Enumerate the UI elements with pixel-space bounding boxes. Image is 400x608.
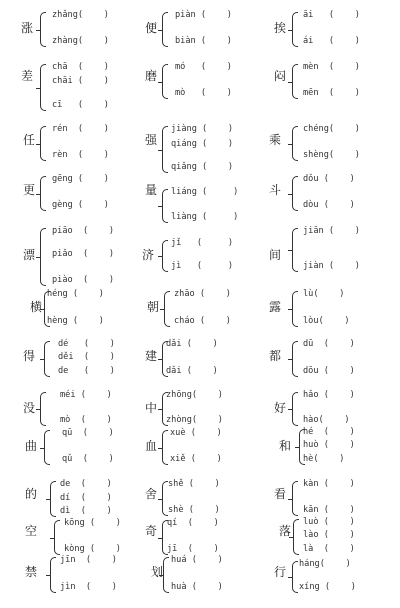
pinyin-blank[interactable]: dí ( ) — [60, 493, 112, 503]
pinyin-blank[interactable]: cháo ( ) — [174, 316, 231, 326]
pinyin-blank[interactable]: shè ( ) — [168, 505, 220, 515]
pinyin-blank[interactable]: huò ( ) — [303, 440, 355, 450]
brace-mark — [292, 64, 298, 99]
hanzi-char: 奇 — [145, 524, 158, 538]
brace-mark — [292, 176, 298, 211]
hanzi-char: 血 — [145, 439, 158, 453]
pinyin-blank[interactable]: rèn ( ) — [52, 150, 109, 160]
pinyin-blank[interactable]: qiáng ( ) — [171, 139, 234, 149]
pinyin-blank[interactable]: lù( ) — [303, 289, 345, 299]
pinyin-blank[interactable]: piāo ( ) — [52, 226, 115, 236]
pinyin-blank[interactable]: méi ( ) — [60, 390, 112, 400]
brace-mark — [40, 392, 46, 426]
hanzi-char: 量 — [145, 183, 158, 197]
hanzi-char: 斗 — [269, 183, 282, 197]
pinyin-blank[interactable]: mó ( ) — [175, 62, 232, 72]
pinyin-blank[interactable]: shě ( ) — [168, 479, 220, 489]
brace-mark — [162, 189, 168, 223]
pinyin-blank[interactable]: děi ( ) — [58, 352, 115, 362]
brace-mark — [162, 126, 168, 173]
pinyin-blank[interactable]: jì ( ) — [171, 261, 234, 271]
pinyin-blank[interactable]: shèng( ) — [303, 150, 360, 160]
pinyin-blank[interactable]: āi ( ) — [303, 10, 360, 20]
hanzi-char: 看 — [274, 487, 287, 501]
pinyin-blank[interactable]: luò ( ) — [303, 517, 355, 527]
pinyin-blank[interactable]: kōng ( ) — [64, 518, 121, 528]
hanzi-char: 曲 — [25, 439, 38, 453]
brace-mark — [292, 126, 298, 161]
hanzi-char: 乘 — [269, 133, 282, 147]
pinyin-blank[interactable]: zhǎng( ) — [52, 10, 109, 20]
hanzi-char: 闷 — [274, 69, 287, 83]
brace-mark — [293, 519, 299, 555]
pinyin-blank[interactable]: hé ( ) — [303, 427, 355, 437]
hanzi-char: 没 — [23, 401, 36, 415]
pinyin-blank[interactable]: ái ( ) — [303, 36, 360, 46]
pinyin-blank[interactable]: mèn ( ) — [303, 62, 360, 72]
pinyin-blank[interactable]: xíng ( ) — [299, 582, 356, 592]
pinyin-blank[interactable]: dé ( ) — [58, 339, 115, 349]
hanzi-char: 磨 — [145, 69, 158, 83]
hanzi-char: 的 — [25, 487, 38, 501]
pinyin-blank[interactable]: gèng ( ) — [52, 200, 109, 210]
hanzi-char: 强 — [145, 133, 158, 147]
pinyin-blank[interactable]: liáng ( ) — [171, 187, 239, 197]
pinyin-blank[interactable]: zhōng( ) — [166, 390, 223, 400]
brace-mark — [162, 12, 168, 47]
pinyin-blank[interactable]: dǎi ( ) — [166, 366, 218, 376]
brace-mark — [292, 341, 298, 377]
pinyin-blank[interactable]: jìn ( ) — [60, 582, 117, 592]
pinyin-blank[interactable]: mò ( ) — [60, 415, 112, 425]
hanzi-char: 和 — [279, 439, 292, 453]
pinyin-blank[interactable]: dǒu ( ) — [303, 174, 355, 184]
brace-mark — [164, 291, 170, 327]
pinyin-blank[interactable]: qiǎng ( ) — [171, 162, 234, 172]
pinyin-blank[interactable]: dòu ( ) — [303, 200, 355, 210]
hanzi-char: 得 — [23, 349, 36, 363]
pinyin-blank[interactable]: dǎi ( ) — [166, 339, 218, 349]
pinyin-blank[interactable]: qū ( ) — [62, 428, 114, 438]
pinyin-blank[interactable]: lào ( ) — [303, 530, 355, 540]
pinyin-blank[interactable]: liàng ( ) — [171, 212, 239, 222]
pinyin-blank[interactable]: hǎo ( ) — [303, 390, 355, 400]
brace-mark — [54, 520, 60, 555]
brace-mark — [40, 126, 46, 161]
hanzi-char: 涨 — [21, 21, 34, 35]
pinyin-blank[interactable]: dū ( ) — [303, 339, 355, 349]
pinyin-blank[interactable]: jiàng ( ) — [171, 124, 234, 134]
pinyin-blank[interactable]: biàn ( ) — [175, 36, 232, 46]
pinyin-blank[interactable]: mò ( ) — [175, 88, 232, 98]
pinyin-blank[interactable]: hè( ) — [303, 454, 345, 464]
hanzi-char: 济 — [142, 248, 155, 262]
hanzi-char: 都 — [269, 349, 282, 363]
brace-mark — [292, 481, 298, 516]
pinyin-blank[interactable]: jiàn ( ) — [303, 261, 360, 271]
pinyin-blank[interactable]: chā ( ) — [52, 62, 109, 72]
brace-mark — [292, 228, 298, 272]
hanzi-char: 任 — [23, 133, 36, 147]
pinyin-blank[interactable]: de ( ) — [60, 479, 112, 489]
brace-mark — [40, 64, 46, 111]
brace-mark — [292, 392, 298, 426]
pinyin-blank[interactable]: lòu( ) — [303, 316, 350, 326]
pinyin-blank[interactable]: héng ( ) — [47, 289, 104, 299]
hanzi-char: 露 — [269, 300, 282, 314]
hanzi-char: 空 — [25, 524, 38, 538]
pinyin-blank[interactable]: mēn ( ) — [303, 88, 360, 98]
brace-mark — [40, 176, 46, 211]
brace-mark — [162, 240, 168, 272]
pinyin-blank[interactable]: de ( ) — [58, 366, 115, 376]
pinyin-blank[interactable]: piào ( ) — [52, 275, 115, 285]
hanzi-char: 差 — [21, 69, 34, 83]
pinyin-blank[interactable]: hào( ) — [303, 415, 350, 425]
pinyin-blank[interactable]: kòng ( ) — [64, 544, 121, 554]
pinyin-blank[interactable]: piǎo ( ) — [52, 249, 115, 259]
pinyin-blank[interactable]: jīn ( ) — [60, 555, 117, 565]
pinyin-blank[interactable]: zhòng( ) — [166, 415, 223, 425]
hanzi-char: 中 — [145, 401, 158, 415]
pinyin-blank[interactable]: qǔ ( ) — [62, 454, 114, 464]
hanzi-char: 朝 — [147, 300, 160, 314]
hanzi-char: 禁 — [25, 565, 38, 579]
hanzi-char: 间 — [269, 248, 282, 262]
pinyin-blank[interactable]: qí ( ) — [167, 518, 219, 528]
pinyin-blank[interactable]: dì ( ) — [60, 506, 112, 516]
pinyin-blank[interactable]: dōu ( ) — [303, 366, 355, 376]
pinyin-blank[interactable]: kān ( ) — [303, 505, 355, 515]
hanzi-char: 漂 — [23, 248, 36, 262]
hanzi-char: 便 — [145, 21, 158, 35]
pinyin-blank[interactable]: huá ( ) — [171, 555, 223, 565]
brace-mark — [40, 228, 46, 286]
hanzi-char: 建 — [145, 349, 158, 363]
pinyin-blank[interactable]: huà ( ) — [171, 582, 223, 592]
brace-mark — [292, 291, 298, 327]
pinyin-blank[interactable]: hèng ( ) — [47, 316, 104, 326]
pinyin-blank[interactable]: jī ( ) — [167, 544, 219, 554]
brace-mark — [50, 481, 56, 517]
pinyin-blank[interactable]: chéng( ) — [303, 124, 360, 134]
pinyin-blank[interactable]: cī ( ) — [52, 100, 109, 110]
hanzi-char: 落 — [279, 524, 292, 538]
pinyin-blank[interactable]: rén ( ) — [52, 124, 109, 134]
brace-mark — [292, 12, 298, 47]
pinyin-blank[interactable]: gēng ( ) — [52, 174, 109, 184]
pinyin-blank[interactable]: zhàng( ) — [52, 36, 109, 46]
brace-mark — [163, 557, 169, 593]
hanzi-char: 更 — [23, 183, 36, 197]
pinyin-blank[interactable]: jǐ ( ) — [171, 238, 234, 248]
pinyin-blank[interactable]: chāi ( ) — [52, 76, 109, 86]
hanzi-char: 行 — [274, 565, 287, 579]
brace-mark — [162, 430, 168, 465]
hanzi-char: 挨 — [274, 21, 287, 35]
pinyin-blank[interactable]: jiān ( ) — [303, 226, 360, 236]
brace-mark — [50, 557, 56, 593]
pinyin-blank[interactable]: xiě ( ) — [170, 454, 222, 464]
hanzi-char: 横 — [30, 300, 43, 314]
pinyin-blank[interactable]: zhāo ( ) — [174, 289, 231, 299]
pinyin-blank[interactable]: xuè ( ) — [170, 428, 222, 438]
brace-mark — [162, 64, 168, 99]
brace-mark — [40, 12, 46, 47]
brace-mark — [44, 341, 50, 377]
hanzi-char: 划 — [151, 565, 164, 579]
hanzi-char: 好 — [274, 401, 287, 415]
pinyin-blank[interactable]: háng( ) — [299, 559, 351, 569]
pinyin-blank[interactable]: là ( ) — [303, 544, 355, 554]
hanzi-char: 舍 — [145, 487, 158, 501]
pinyin-blank[interactable]: kàn ( ) — [303, 479, 355, 489]
brace-mark — [44, 430, 50, 465]
brace-mark — [292, 561, 298, 593]
pinyin-blank[interactable]: piàn ( ) — [175, 10, 232, 20]
